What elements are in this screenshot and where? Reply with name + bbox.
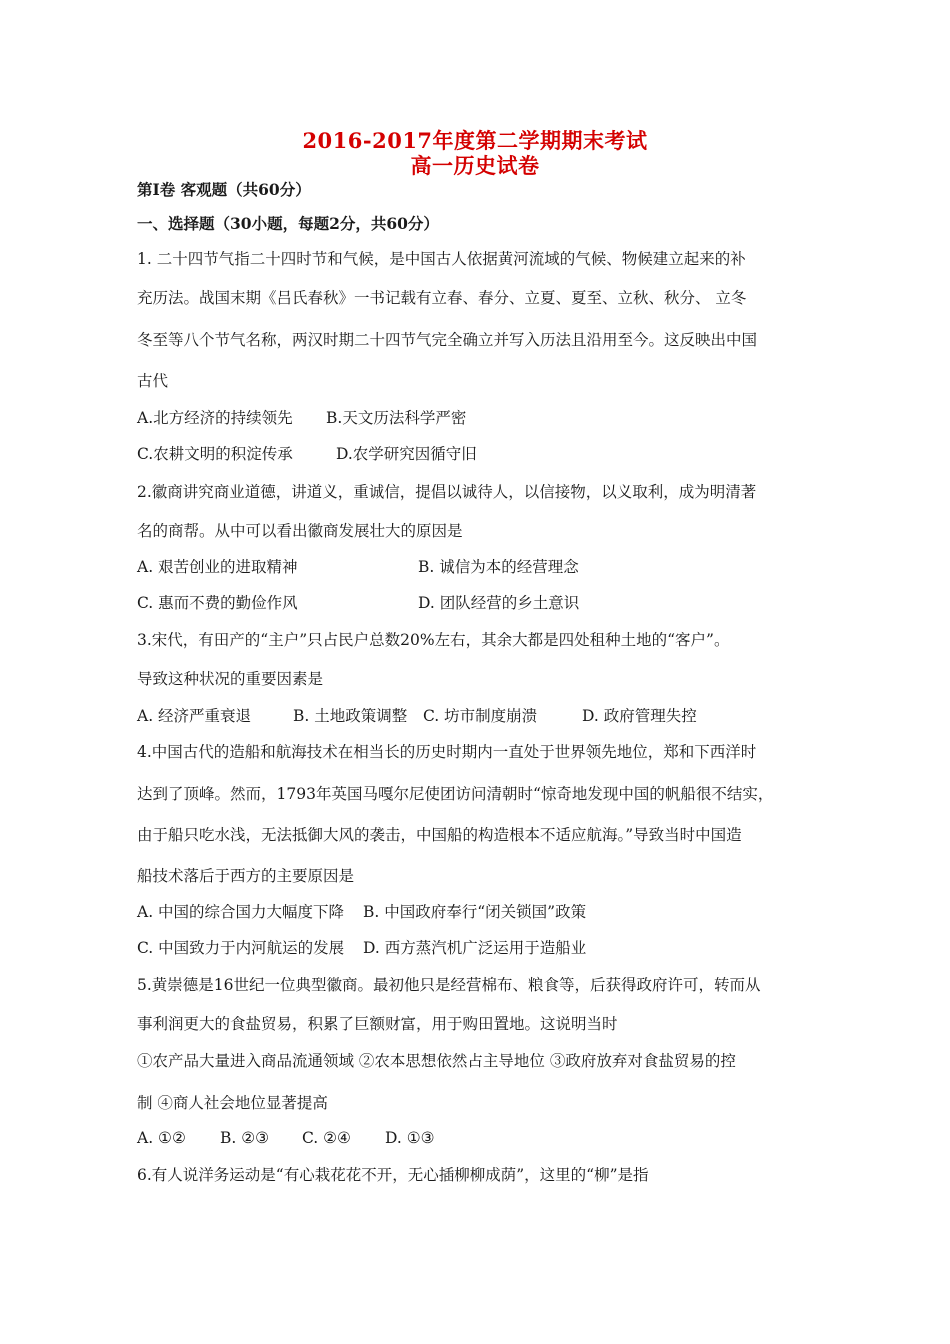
question-2-line-1: 2.徽商讲究商业道德，讲道义，重诚信，提倡以诚待人，以信接物，以义取利，成为明清著	[137, 483, 757, 501]
question-6-line-1: 6.有人说洋务运动是“有心栽花花不开，无心插柳柳成荫”，这里的“柳”是指	[137, 1166, 649, 1184]
question-3-option-d: D. 政府管理失控	[582, 707, 697, 725]
question-1-line-2: 充历法。战国末期《吕氏春秋》一书记载有立春、春分、立夏、夏至、立秋、秋分、 立冬	[137, 289, 747, 307]
question-2-option-d: D. 团队经营的乡土意识	[418, 594, 580, 612]
question-4-option-c: C. 中国致力于内河航运的发展	[137, 939, 345, 957]
question-4-line-3: 由于船只吃水浅，无法抵御大风的袭击，中国船的构造根本不适应航海。”导致当时中国造	[137, 826, 742, 844]
question-5-option-b: B. ②③	[220, 1129, 270, 1147]
question-1-option-c: C.农耕文明的积淀传承	[137, 445, 293, 463]
question-5-option-a: A. ①②	[137, 1129, 186, 1147]
question-2-option-b: B. 诚信为本的经营理念	[418, 558, 579, 576]
question-2-line-2: 名的商帮。从中可以看出徽商发展壮大的原因是	[137, 522, 463, 540]
question-5-option-c: C. ②④	[302, 1129, 351, 1147]
question-3-option-a: A. 经济严重衰退	[137, 707, 252, 725]
question-1-option-b: B.天文历法科学严密	[326, 409, 467, 427]
question-1-line-4: 古代	[137, 372, 169, 390]
question-5-option-d: D. ①③	[385, 1129, 435, 1147]
part-heading: 第Ⅰ卷 客观题（共60分）	[137, 180, 311, 199]
question-3-option-c: C. 坊市制度崩溃	[423, 707, 538, 725]
question-1-option-a: A.北方经济的持续领先	[137, 409, 293, 427]
question-4-line-2: 达到了顶峰。然而，1793年英国马嘎尔尼使团访问清朝时“惊奇地发现中国的帆船很不结实，	[137, 785, 774, 803]
section-heading: 一、选择题（30小题，每题2分，共60分）	[137, 214, 439, 233]
question-5-line-4: 制 ④商人社会地位显著提高	[137, 1094, 328, 1112]
question-4-option-a: A. 中国的综合国力大幅度下降	[137, 903, 345, 921]
question-4-line-1: 4.中国古代的造船和航海技术在相当长的历史时期内一直处于世界领先地位，郑和下西洋时	[137, 743, 757, 761]
question-1-line-3: 冬至等八个节气名称，两汉时期二十四节气完全确立并写入历法且沿用至今。这反映出中国	[137, 331, 758, 349]
exam-subtitle: 高一历史试卷	[410, 153, 540, 178]
question-5-line-1: 5.黄崇德是16世纪一位典型徽商。最初他只是经营棉布、粮食等，后获得政府许可，转而从	[137, 976, 761, 994]
question-3-option-b: B. 土地政策调整	[293, 707, 408, 725]
question-2-option-a: A. 艰苦创业的进取精神	[137, 558, 298, 576]
question-4-line-4: 船技术落后于西方的主要原因是	[137, 867, 355, 885]
question-2-option-c: C. 惠而不费的勤俭作风	[137, 594, 298, 612]
question-1-line-1: 1. 二十四节气指二十四时节和气候，是中国古人依据黄河流域的气候、物候建立起来的补	[137, 250, 746, 268]
question-5-line-2: 事利润更大的食盐贸易，积累了巨额财富，用于购田置地。这说明当时	[137, 1015, 618, 1033]
exam-title: 2016-2017年度第二学期期末考试	[302, 128, 648, 153]
question-4-option-d: D. 西方蒸汽机广泛运用于造船业	[363, 939, 587, 957]
question-3-line-1: 3.宋代，有田产的“主户”只占民户总数20%左右，其余大都是四处租种土地的“客户”。	[137, 631, 730, 649]
question-4-option-b: B. 中国政府奉行“闭关锁国”政策	[363, 903, 587, 921]
question-3-line-2: 导致这种状况的重要因素是	[137, 670, 324, 688]
question-5-line-3: ①农产品大量进入商品流通领域 ②农本思想依然占主导地位 ③政府放弃对食盐贸易的控	[137, 1052, 736, 1070]
question-1-option-d: D.农学研究因循守旧	[336, 445, 477, 463]
